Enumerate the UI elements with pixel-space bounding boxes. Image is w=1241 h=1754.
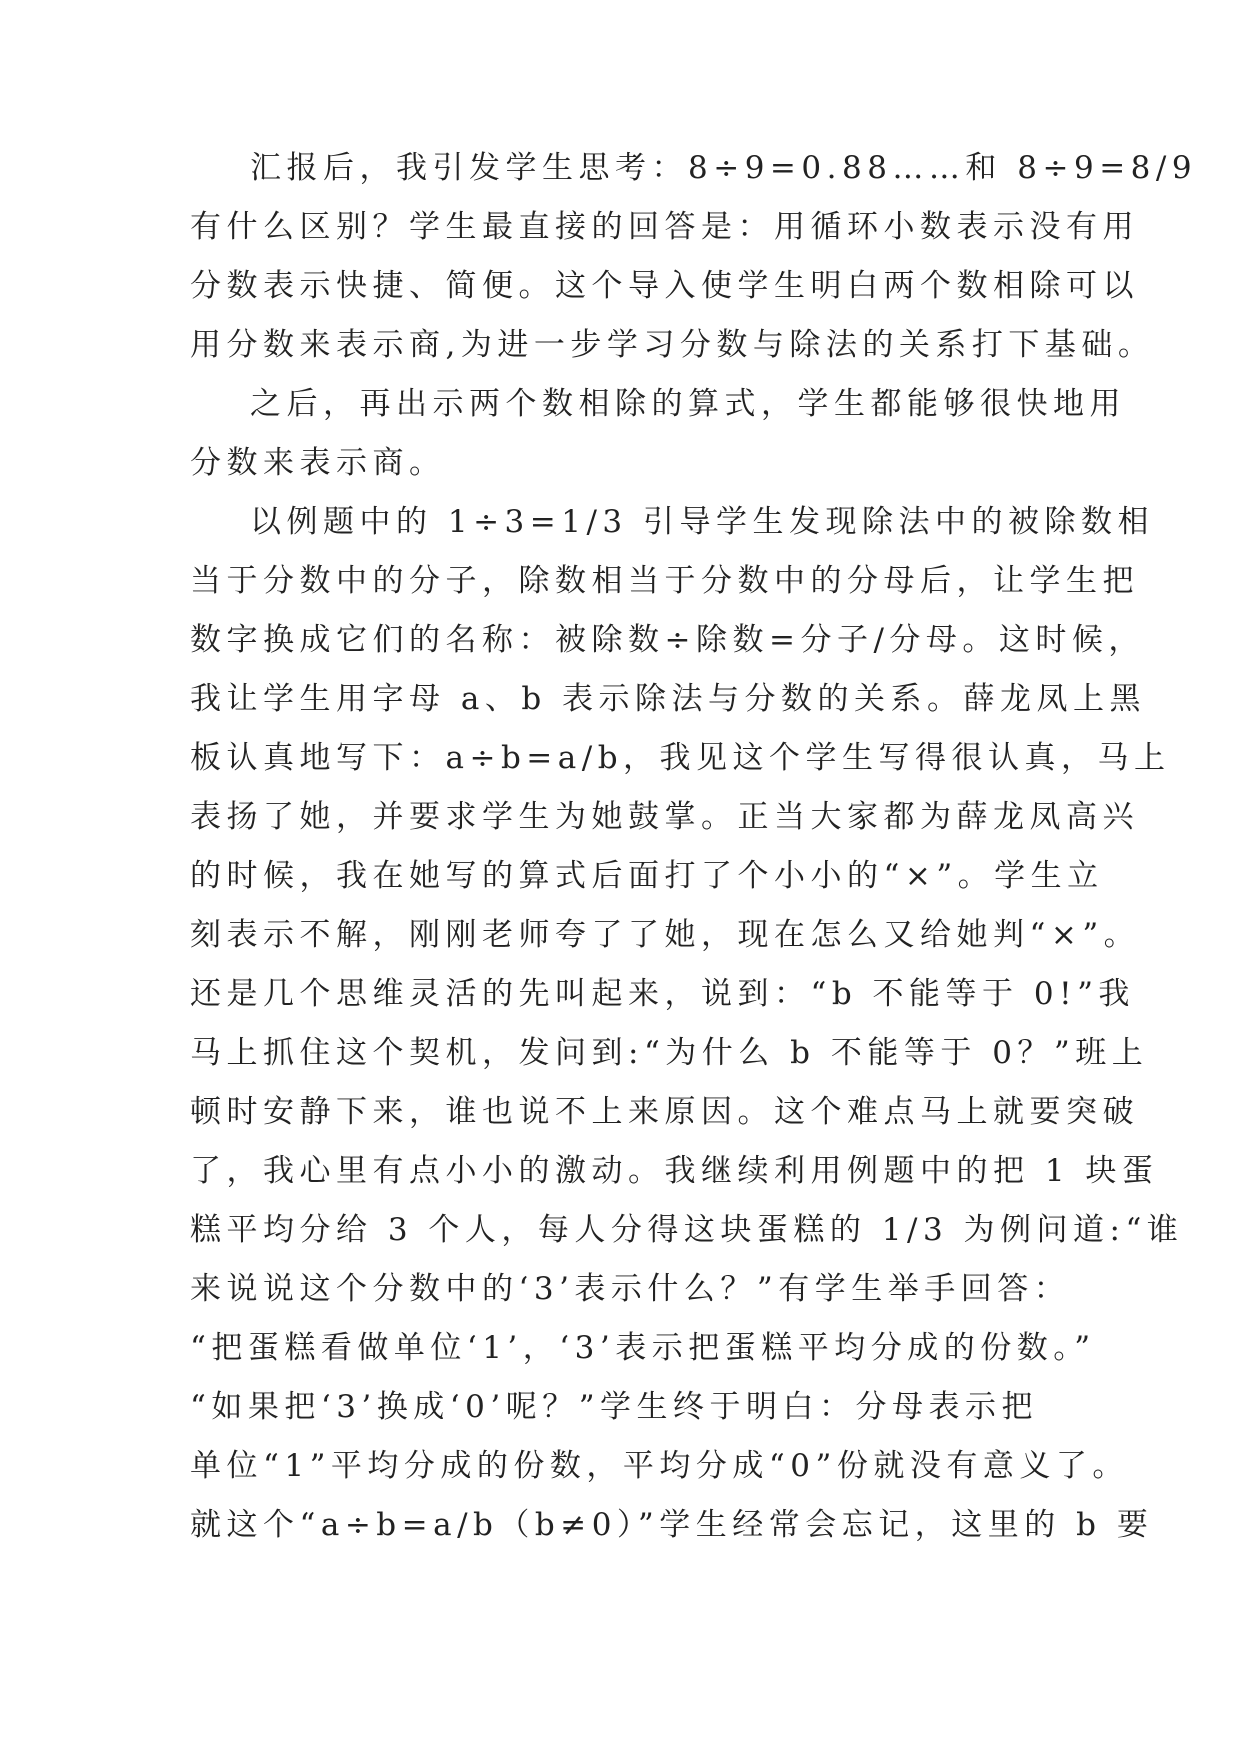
text-line: 的时候，我在她写的算式后面打了个小小的“×”。学生立 — [190, 858, 1104, 894]
text-line: 刻表示不解，刚刚老师夸了了她，现在怎么又给她判“×”。 — [190, 917, 1141, 953]
text-line: 板认真地写下：a÷b=a/b，我见这个学生写得很认真，马上 — [190, 740, 1171, 776]
text-line: “把蛋糕看做单位‘1’，‘3’表示把蛋糕平均分成的份数。” — [190, 1330, 1096, 1366]
text-line: 我让学生用字母 a、b 表示除法与分数的关系。薛龙凤上黑 — [190, 681, 1147, 717]
text-line: 之后，再出示两个数相除的算式，学生都能够很快地用 — [250, 386, 1126, 422]
text-line: 就这个“a÷b=a/b（b≠0）”学生经常会忘记，这里的 b 要 — [190, 1507, 1154, 1543]
text-line: 马上抓住这个契机，发问到:“为什么 b 不能等于 0？”班上 — [190, 1035, 1149, 1071]
text-line: 糕平均分给 3 个人，每人分得这块蛋糕的 1/3 为例问道:“谁 — [190, 1212, 1184, 1248]
text-line: 来说说这个分数中的‘3’表示什么？”有学生举手回答： — [190, 1271, 1071, 1307]
text-line: 有什么区别？学生最直接的回答是：用循环小数表示没有用 — [190, 209, 1139, 245]
text-line: 表扬了她，并要求学生为她鼓掌。正当大家都为薛龙凤高兴 — [190, 799, 1139, 835]
text-line: 当于分数中的分子，除数相当于分数中的分母后，让学生把 — [190, 563, 1139, 599]
text-line: 分数来表示商。 — [190, 445, 446, 481]
text-line: 单位“1”平均分成的份数，平均分成“0”份就没有意义了。 — [190, 1448, 1129, 1484]
text-line: 还是几个思维灵活的先叫起来，说到：“b 不能等于 0!”我 — [190, 976, 1135, 1012]
text-line: 数字换成它们的名称：被除数÷除数=分子/分母。这时候， — [190, 622, 1145, 658]
text-line: 用分数来表示商,为进一步学习分数与除法的关系打下基础。 — [190, 327, 1155, 363]
text-line: 汇报后，我引发学生思考：8÷9=0.88……和 8÷9=8/9 — [250, 150, 1198, 186]
text-line: 分数表示快捷、简便。这个导入使学生明白两个数相除可以 — [190, 268, 1139, 304]
text-line: “如果把‘3’换成‘0’呢？”学生终于明白：分母表示把 — [190, 1389, 1039, 1425]
text-line: 了，我心里有点小小的激动。我继续利用例题中的把 1 块蛋 — [190, 1153, 1159, 1189]
text-line: 以例题中的 1÷3=1/3 引导学生发现除法中的被除数相 — [250, 504, 1154, 540]
text-line: 顿时安静下来，谁也说不上来原因。这个难点马上就要突破 — [190, 1094, 1139, 1130]
